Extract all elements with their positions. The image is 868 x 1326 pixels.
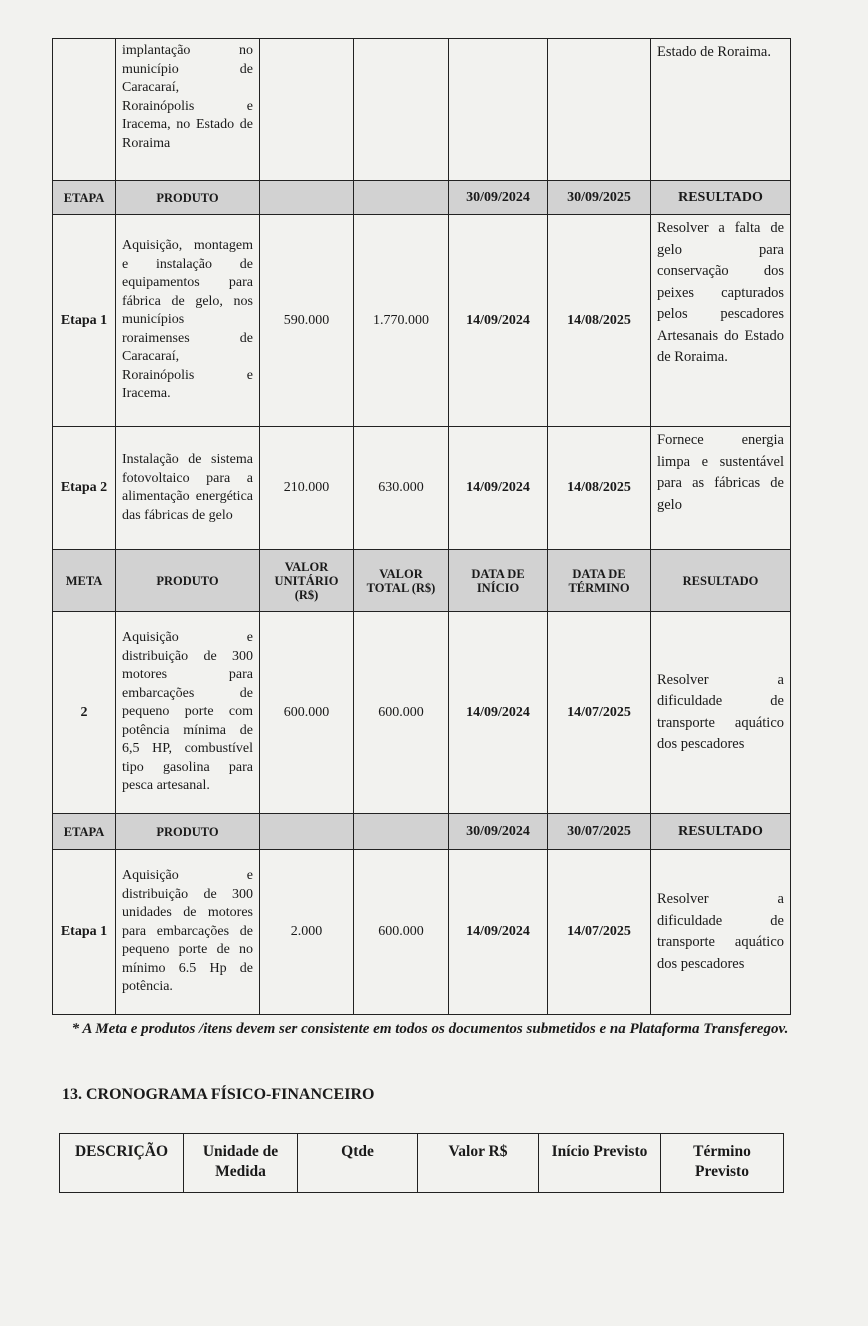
header-blank bbox=[260, 814, 354, 850]
cell-resultado: Resolver a dificuldade de transporte aquático dos pescadores bbox=[651, 850, 791, 1015]
cell-empty bbox=[260, 39, 354, 181]
table-header-row bbox=[53, 814, 791, 850]
cronograma-table bbox=[59, 1133, 784, 1193]
header-data-termino: DATA DE TÉRMINO bbox=[548, 550, 651, 612]
header-qtde: Qtde bbox=[298, 1134, 418, 1193]
cell-etapa-label: Etapa 1 bbox=[53, 850, 116, 1015]
cell-empty bbox=[354, 39, 449, 181]
header-end-date: 30/07/2025 bbox=[548, 814, 651, 850]
cell-valor-total: 600.000 bbox=[354, 850, 449, 1015]
cell-produto: implantação no município de Caracaraí, Rorainópolis e Iracema, no Estado de Roraima bbox=[116, 39, 260, 181]
header-resultado: RESULTADO bbox=[651, 550, 791, 612]
table-header-row bbox=[60, 1134, 784, 1193]
header-blank bbox=[354, 814, 449, 850]
cell-resultado: Fornece energia limpa e sustentável para as fábricas de gelo bbox=[651, 427, 791, 550]
cell-empty bbox=[548, 39, 651, 181]
cell-produto: Aquisição, montagem e instalação de equipamentos para fábrica de gelo, nos municípios roraimenses de Caracaraí, Rorainópolis e Iracema. bbox=[116, 215, 260, 427]
cell-valor-unitario: 600.000 bbox=[260, 612, 354, 814]
cell-resultado: Estado de Roraima. bbox=[651, 39, 791, 181]
header-end-date: 30/09/2025 bbox=[548, 181, 651, 215]
header-data-inicio: DATA DE INÍCIO bbox=[449, 550, 548, 612]
table-header-row bbox=[53, 181, 791, 215]
header-valor: Valor R$ bbox=[418, 1134, 539, 1193]
header-produto: PRODUTO bbox=[116, 814, 260, 850]
header-blank bbox=[354, 181, 449, 215]
header-valor-unitario: VALOR UNITÁRIO (R$) bbox=[260, 550, 354, 612]
metas-table bbox=[52, 38, 791, 1015]
cell-termino: 14/07/2025 bbox=[548, 612, 651, 814]
header-resultado: RESULTADO bbox=[651, 181, 791, 215]
cell-valor-unitario: 590.000 bbox=[260, 215, 354, 427]
header-start-date: 30/09/2024 bbox=[449, 814, 548, 850]
header-inicio-previsto: Início Previsto bbox=[539, 1134, 661, 1193]
header-resultado: RESULTADO bbox=[651, 814, 791, 850]
header-meta: META bbox=[53, 550, 116, 612]
table-header-row bbox=[53, 550, 791, 612]
footnote: * A Meta e produtos /itens devem ser consistente em todos os documentos submetidos e na Plataforma Transferegov. bbox=[71, 1021, 789, 1037]
table-row bbox=[53, 612, 791, 814]
header-produto: PRODUTO bbox=[116, 181, 260, 215]
cell-empty bbox=[53, 39, 116, 181]
table-row bbox=[53, 427, 791, 550]
cell-inicio: 14/09/2024 bbox=[449, 612, 548, 814]
cell-valor-unitario: 210.000 bbox=[260, 427, 354, 550]
header-produto: PRODUTO bbox=[116, 550, 260, 612]
cell-termino: 14/08/2025 bbox=[548, 427, 651, 550]
section-title: 13. CRONOGRAMA FÍSICO-FINANCEIRO bbox=[62, 1086, 375, 1103]
header-blank bbox=[260, 181, 354, 215]
cell-inicio: 14/09/2024 bbox=[449, 215, 548, 427]
cell-valor-total: 600.000 bbox=[354, 612, 449, 814]
cell-resultado: Resolver a falta de gelo para conservação dos peixes capturados pelos pescadores Artesanais do Estado de Roraima. bbox=[651, 215, 791, 427]
cell-valor-total: 630.000 bbox=[354, 427, 449, 550]
cell-termino: 14/07/2025 bbox=[548, 850, 651, 1015]
table-row bbox=[53, 215, 791, 427]
table-row bbox=[53, 850, 791, 1015]
cell-produto: Aquisição e distribuição de 300 unidades de motores para embarcações de pequeno porte de no mínimo 6.5 Hp de potência. bbox=[116, 850, 260, 1015]
header-valor-total: VALOR TOTAL (R$) bbox=[354, 550, 449, 612]
header-termino-previsto: Término Previsto bbox=[661, 1134, 784, 1193]
header-etapa: ETAPA bbox=[53, 814, 116, 850]
cell-termino: 14/08/2025 bbox=[548, 215, 651, 427]
header-descricao: DESCRIÇÃO bbox=[60, 1134, 184, 1193]
header-start-date: 30/09/2024 bbox=[449, 181, 548, 215]
header-unidade-medida: Unidade de Medida bbox=[184, 1134, 298, 1193]
cell-empty bbox=[449, 39, 548, 181]
cell-valor-unitario: 2.000 bbox=[260, 850, 354, 1015]
header-etapa: ETAPA bbox=[53, 181, 116, 215]
cell-meta-label: 2 bbox=[53, 612, 116, 814]
cell-etapa-label: Etapa 1 bbox=[53, 215, 116, 427]
cell-valor-total: 1.770.000 bbox=[354, 215, 449, 427]
cell-inicio: 14/09/2024 bbox=[449, 427, 548, 550]
cell-inicio: 14/09/2024 bbox=[449, 850, 548, 1015]
cell-etapa-label: Etapa 2 bbox=[53, 427, 116, 550]
table-row bbox=[53, 39, 791, 181]
cell-produto: Instalação de sistema fotovoltaico para a alimentação energética das fábricas de gelo bbox=[116, 427, 260, 550]
cell-resultado: Resolver a dificuldade de transporte aquático dos pescadores bbox=[651, 612, 791, 814]
cell-produto: Aquisição e distribuição de 300 motores para embarcações de pequeno porte com potência mínima de 6,5 HP, combustível tipo gasolina para pesca artesanal. bbox=[116, 612, 260, 814]
